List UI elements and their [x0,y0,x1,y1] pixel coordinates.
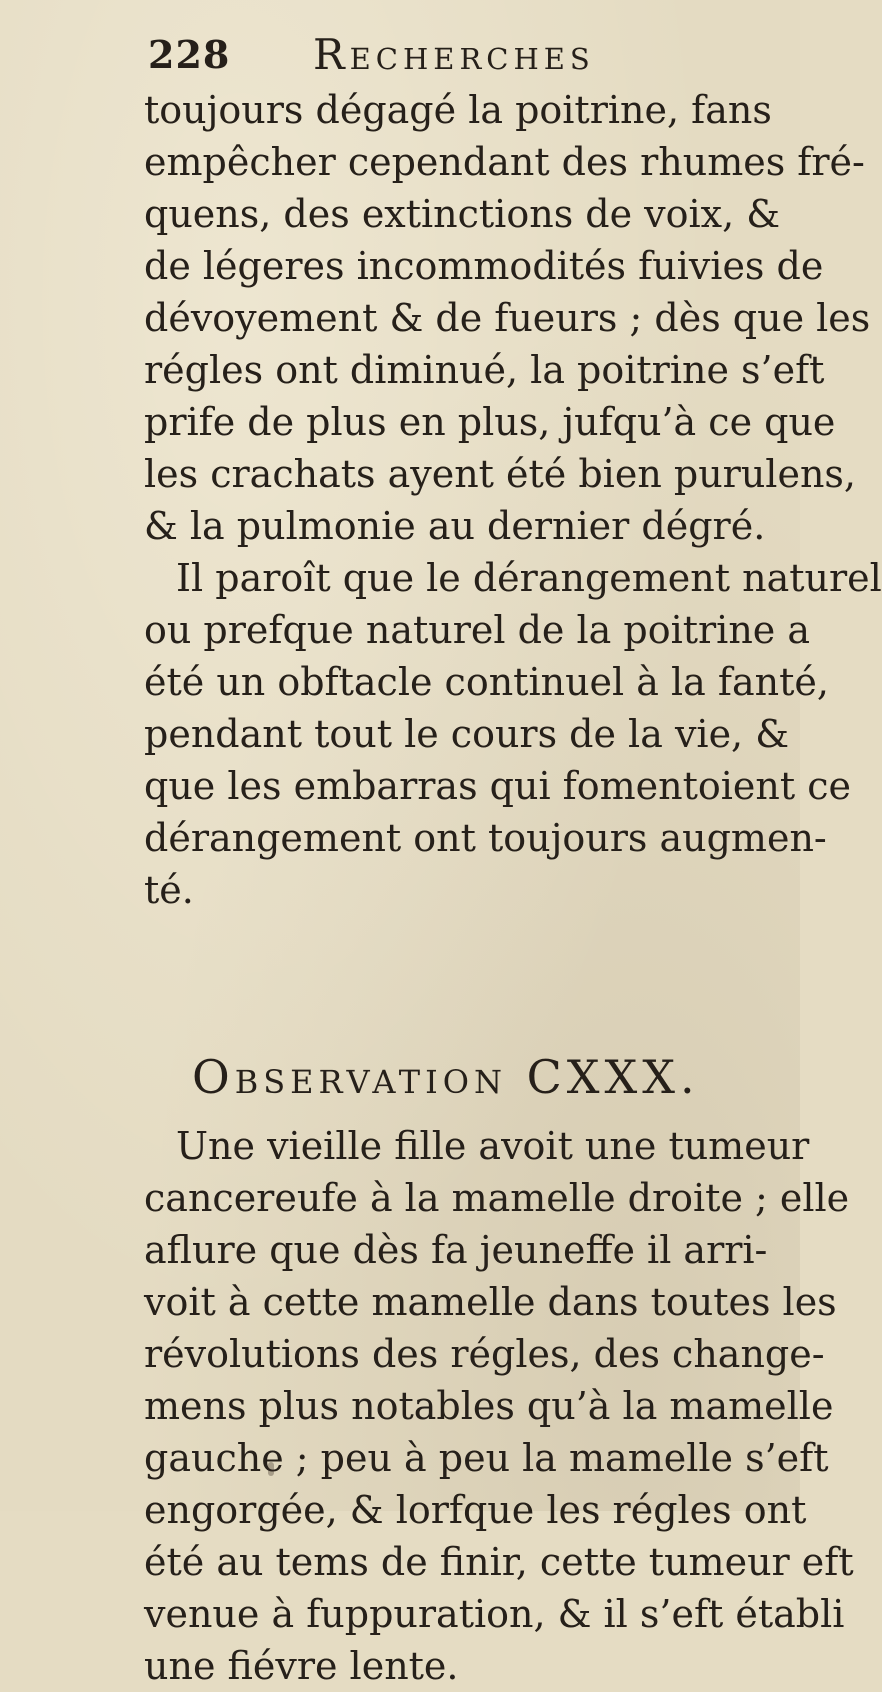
text-line: que les embarras qui fomentoient ce [144,764,852,808]
text-line: venue à fuppuration, & il s’eft établi [144,1592,845,1636]
text-line: ou prefque naturel de la poitrine a [144,608,811,652]
text-line: voit à cette mamelle dans toutes les [144,1280,837,1324]
text-line: prife de plus en plus, jufqu’à ce que [144,400,836,444]
text-line: les crachats ayent été bien purulens, [144,452,856,496]
text-line: Une vieille fille avoit une tumeur [176,1124,810,1168]
text-block-bottom [144,1120,854,1692]
text-line: de légeres incommodités fuivies de [144,244,824,288]
text-line: gauche ; peu à peu la mamelle s’eft [144,1436,829,1480]
page-number: 228 [148,32,231,77]
text-line: & la pulmonie au dernier dégré. [144,504,766,548]
text-line: dévoyement & de fueurs ; dès que les [144,296,871,340]
text-line: toujours dégagé la poitrine, fans [144,88,772,132]
text-line: dérangement ont toujours augmen- [144,816,827,860]
text-line: empêcher cependant des rhumes fré- [144,140,865,184]
text-line: régles ont diminué, la poitrine s’eft [144,348,825,392]
text-line: été au tems de finir, cette tumeur eft [144,1540,854,1584]
text-line: cancereufe à la mamelle droite ; elle [144,1176,850,1220]
text-line: engorgée, & lorfque les régles ont [144,1488,807,1532]
text-line: aflure que dès fa jeuneffe il arri- [144,1228,768,1272]
text-line: Il paroît que le dérangement naturel [176,556,882,600]
text-line: révolutions des régles, des change- [144,1332,825,1376]
text-line: pendant tout le cours de la vie, & [144,712,790,756]
ink-smudge [268,1462,274,1476]
observation-heading: Observation CXXX. [192,1050,700,1104]
page-header [148,30,708,80]
text-line: une fiévre lente. [144,1644,459,1688]
text-block-top [144,84,882,916]
text-line: té. [144,868,194,912]
running-head: Recherches [313,30,595,79]
text-line: quens, des extinctions de voix, & [144,192,781,236]
text-line: mens plus notables qu’à la mamelle [144,1384,834,1428]
text-line: été un obftacle continuel à la fanté, [144,660,829,704]
